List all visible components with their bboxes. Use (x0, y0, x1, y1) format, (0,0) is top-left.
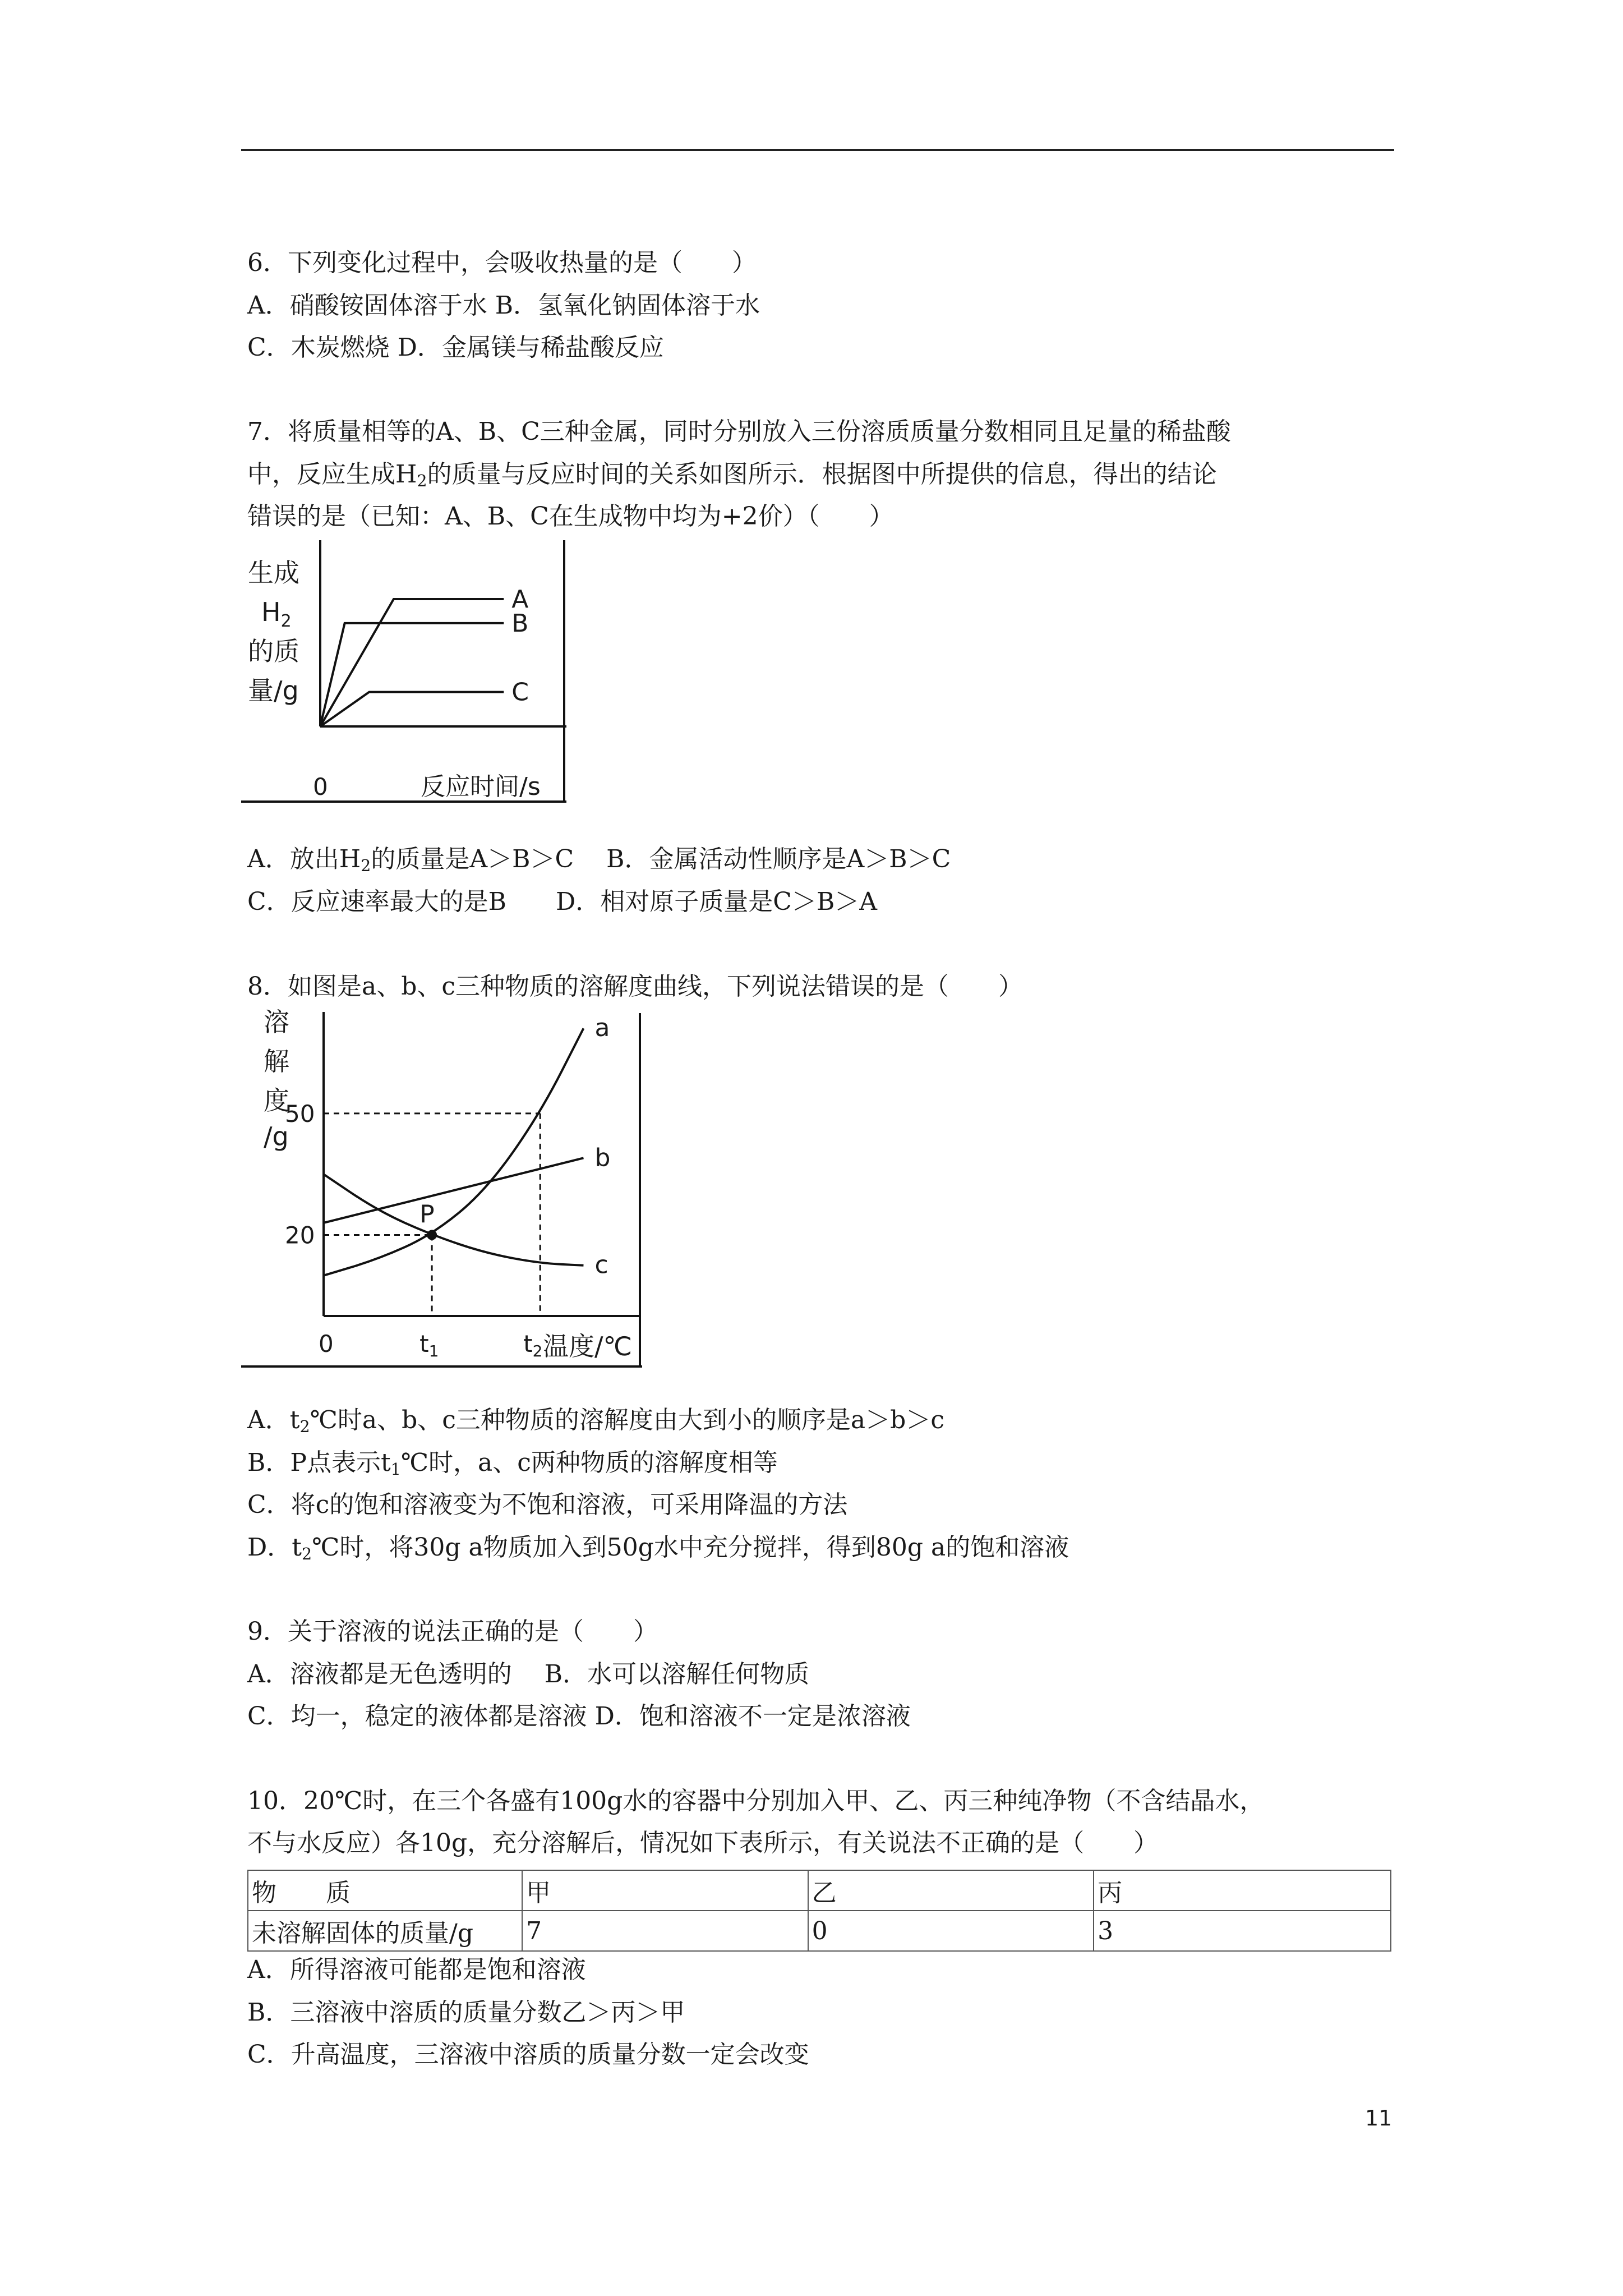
table-cell: 甲 (522, 1870, 808, 1911)
q8-option-d: D．$t_2℃$时，将30g a物质加入到50g水中充分搅拌，得到80g a的饱和溶液 (247, 1533, 1069, 1564)
c2-ytick-50: 50 (285, 1099, 315, 1128)
c1-series-c-line (320, 692, 504, 726)
q8-option-a: A．$t_2℃$时a、b、c三种物质的溶解度由大到小的顺序是a＞b＞c (247, 1406, 944, 1437)
c1-origin: 0 (313, 773, 328, 800)
q7-stem-line2: 中，反应生成$H_2$的质量与反应时间的关系如图所示．根据图中所提供的信息，得出的结论 (247, 460, 1217, 491)
c2-curve-a (324, 1028, 583, 1276)
header-rule (241, 149, 1394, 151)
table-cell: 未溶解固体的质量/g (248, 1911, 522, 1951)
solubility-chart (241, 1004, 645, 1369)
c2-line-b (324, 1158, 583, 1223)
c1-series-b-label: B (511, 609, 529, 638)
c1-xlabel: 反应时间/s (421, 772, 541, 801)
c1-series-a-label: A (511, 585, 529, 614)
c1-ylabel-1: 生成 (248, 558, 299, 588)
c2-series-a-label: a (594, 1014, 610, 1043)
c2-point-p (427, 1230, 437, 1240)
table-cell: 0 (808, 1911, 1094, 1951)
c2-curve-c (324, 1174, 583, 1266)
q6-options-cd: C．木炭燃烧 D．金属镁与稀盐酸反应 (247, 333, 664, 362)
c2-ytick-20: 20 (285, 1221, 315, 1249)
table-header-row (248, 1870, 1391, 1911)
q10-option-c: C．升高温度，三溶液中溶质的质量分数一定会改变 (247, 2040, 809, 2069)
solubility-table (247, 1870, 1391, 1952)
c2-xtick-t2: t2 (523, 1330, 543, 1360)
q8-option-c: C．将c的饱和溶液变为不饱和溶液，可采用降温的方法 (247, 1490, 848, 1519)
q6-stem: 6．下列变化过程中，会吸收热量的是（ ） (247, 249, 757, 277)
c2-xtick-t1: t1 (419, 1330, 439, 1360)
table-cell: 乙 (808, 1870, 1094, 1911)
page-number: 11 (1365, 2106, 1393, 2131)
c2-origin: 0 (319, 1330, 334, 1358)
c2-ylabel-2: 解 (264, 1046, 289, 1076)
table-cell: 物 质 (248, 1870, 522, 1911)
c2-series-b-label: b (594, 1143, 611, 1172)
c2-ylabel-3: 度 (264, 1085, 289, 1116)
q8-option-b: B．P点表示$t_1℃$时，a、c两种物质的溶解度相等 (247, 1448, 778, 1479)
h2-mass-chart (241, 536, 589, 805)
c1-series-b-line (320, 623, 504, 726)
table-row (248, 1911, 1391, 1951)
c2-ylabel-4: /g (264, 1121, 289, 1152)
c2-ylabel-1: 溶 (264, 1007, 289, 1037)
c2-point-p-label: P (419, 1200, 435, 1229)
q10-stem-line2: 不与水反应）各10g，充分溶解后，情况如下表所示，有关说法不正确的是（ ） (247, 1829, 1159, 1857)
q9-stem: 9．关于溶液的说法正确的是（ ） (247, 1617, 658, 1646)
table-cell: 丙 (1094, 1870, 1391, 1911)
q9-options-cd: C．均一，稳定的液体都是溶液 D．饱和溶液不一定是浓溶液 (247, 1702, 911, 1731)
q7-stem-line3: 错误的是（已知：A、B、C在生成物中均为+2价）（ ） (247, 502, 894, 531)
c1-ylabel-2: $H_2$ (261, 597, 292, 631)
c1-ylabel-4: 量/g (248, 675, 299, 706)
q7-options-cd: C．反应速率最大的是B D．相对原子质量是C＞B＞A (247, 887, 878, 916)
table-cell: 3 (1094, 1911, 1391, 1951)
q7-stem-line1: 7．将质量相等的A、B、C三种金属，同时分别放入三份溶质质量分数相同且足量的稀盐酸 (247, 417, 1231, 446)
table-cell: 7 (522, 1911, 808, 1951)
c1-ylabel-3: 的质 (248, 636, 299, 666)
c2-xlabel: 温度/℃ (543, 1331, 633, 1361)
c2-series-c-label: c (594, 1250, 608, 1280)
q10-option-a: A．所得溶液可能都是饱和溶液 (247, 1955, 586, 1984)
q10-stem-line1: 10．20℃时，在三个各盛有100g水的容器中分别加入甲、乙、丙三种纯净物（不含结晶水， (247, 1787, 1265, 1815)
q10-option-b: B．三溶液中溶质的质量分数乙＞丙＞甲 (247, 1998, 685, 2027)
q9-options-ab: A．溶液都是无色透明的 B．水可以溶解任何物质 (247, 1660, 810, 1688)
q8-stem: 8．如图是a、b、c三种物质的溶解度曲线，下列说法错误的是（ ） (247, 972, 1023, 1001)
q7-options-ab: A．放出$H_2$的质量是A＞B＞C B．金属活动性顺序是A＞B＞C (247, 845, 951, 876)
c1-series-c-label: C (511, 678, 529, 707)
q6-options-ab: A．硝酸铵固体溶于水 B．氢氧化钠固体溶于水 (247, 291, 760, 320)
